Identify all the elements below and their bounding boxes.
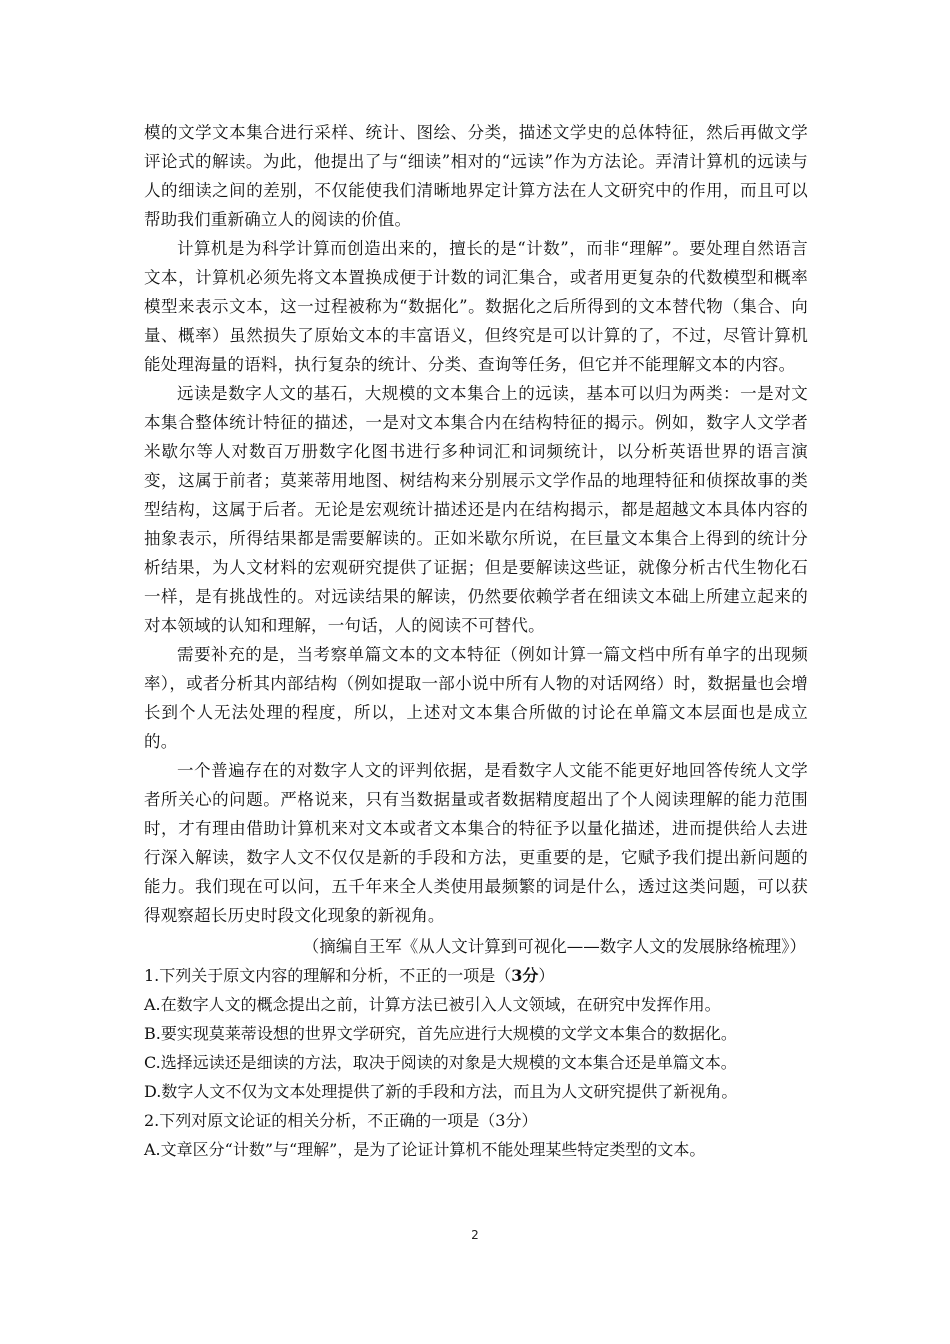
question-2	[144, 1106, 808, 1164]
paragraph-continuation: 模的文学文本集合进行采样、统计、图绘、分类，描述文学史的总体特征，然后再做文学评论式的解读。为此，他提出了与“细读”相对的“远读”作为方法论。弄清计算机的远读与人的细读之间的差别，不仅能使我们清晰地界定计算方法在人文研究中的作用，而且可以帮助我们重新确立人的阅读的价值。	[144, 123, 808, 229]
question-1-stem-end: ）	[538, 966, 555, 985]
question-1-score: 3分	[511, 966, 539, 985]
question-1-stem	[144, 961, 808, 990]
question-2-stem: 2.下列对原文论证的相关分析，不正确的一项是（3分）	[144, 1111, 538, 1130]
question-1-option-c: C.选择远读还是细读的方法，取决于阅读的对象是大规模的文本集合还是单篇文本。	[144, 1053, 737, 1072]
source-citation: （摘编自王军《从人文计算到可视化——数字人文的发展脉络梳理》）	[302, 937, 806, 956]
question-1	[144, 961, 808, 1106]
page-number: 2	[471, 1228, 479, 1242]
paragraph-evaluation: 一个普遍存在的对数字人文的评判依据，是看数字人文能不能更好地回答传统人文学者所关心的问题。严格说来，只有当数据量或者数据精度超出了个人阅读理解的能力范围时，才有理由借助计算机来对文本或者文本集合的特征予以量化描述，进而提供给人去进行深入解读，数字人文不仅仅是新的手段和方法，更重要的是，它赋予我们提出新问题的能力。我们现在可以问，五千年来全人类使用最频繁的词是什么，透过这类问题，可以获得观察超长历史时段文化现象的新视角。	[144, 761, 808, 925]
paragraph-distant-reading: 远读是数字人文的基石，大规模的文本集合上的远读，基本可以归为两类：一是对文本集合整体统计特征的描述，一是对文本集合内在结构特征的揭示。例如，数字人文学者米歇尔等人对数百万册数字化图书进行多种词汇和词频统计，以分析英语世界的语言演变，这属于前者；莫莱蒂用地图、树结构来分别展示文学作品的地理特征和侦探故事的类型结构，这属于后者。无论是宏观统计描述还是内在结构揭示，都是超越文本具体内容的抽象表示，所得结果都是需要解读的。正如米歇尔所说，在巨量文本集合上得到的统计分析结果，为人文材料的宏观研究提供了证据；但是要解读这些证，就像分析古代生物化石一样，是有挑战性的。对远读结果的解读，仍然要依赖学者在细读文本础上所建立起来的对本领域的认知和理解，一句话，人的阅读不可替代。	[144, 384, 808, 635]
question-1-option-b: B.要实现莫莱蒂设想的世界文学研究，首先应进行大规模的文学文本集合的数据化。	[144, 1024, 737, 1043]
document-body	[144, 118, 808, 1164]
question-1-option-d: D.数字人文不仅为文本处理提供了新的手段和方法，而且为人文研究提供了新视角。	[144, 1082, 738, 1101]
paragraph-supplement: 需要补充的是，当考察单篇文本的文本特征（例如计算一篇文档中所有单字的出现频率），或者分析其内部结构（例如提取一部小说中所有人物的对话网络）时，数据量也会增长到个人无法处理的程度，所以，上述对文本集合所做的讨论在单篇文本层面也是成立的。	[144, 645, 808, 751]
question-1-stem-text: 1.下列关于原文内容的理解和分析，不正的一项是（	[144, 966, 512, 985]
paragraph-computer-counting: 计算机是为科学计算而创造出来的，擅长的是“计数”，而非“理解”。要处理自然语言文本，计算机必须先将文本置换成便于计数的词汇集合，或者用更复杂的代数模型和概率模型来表示文本，这一过程被称为“数据化”。数据化之后所得到的文本替代物（集合、向量、概率）虽然损失了原始文本的丰富语义，但终究是可以计算的了，不过，尽管计算机能处理海量的语料，执行复杂的统计、分类、查询等任务，但它并不能理解文本的内容。	[144, 239, 808, 374]
question-1-option-a: A.在数字人文的概念提出之前，计算方法已被引入人文领域，在研究中发挥作用。	[144, 995, 721, 1014]
question-2-option-a: A.文章区分“计数”与“理解”，是为了论证计算机不能处理某些特定类型的文本。	[144, 1140, 706, 1159]
